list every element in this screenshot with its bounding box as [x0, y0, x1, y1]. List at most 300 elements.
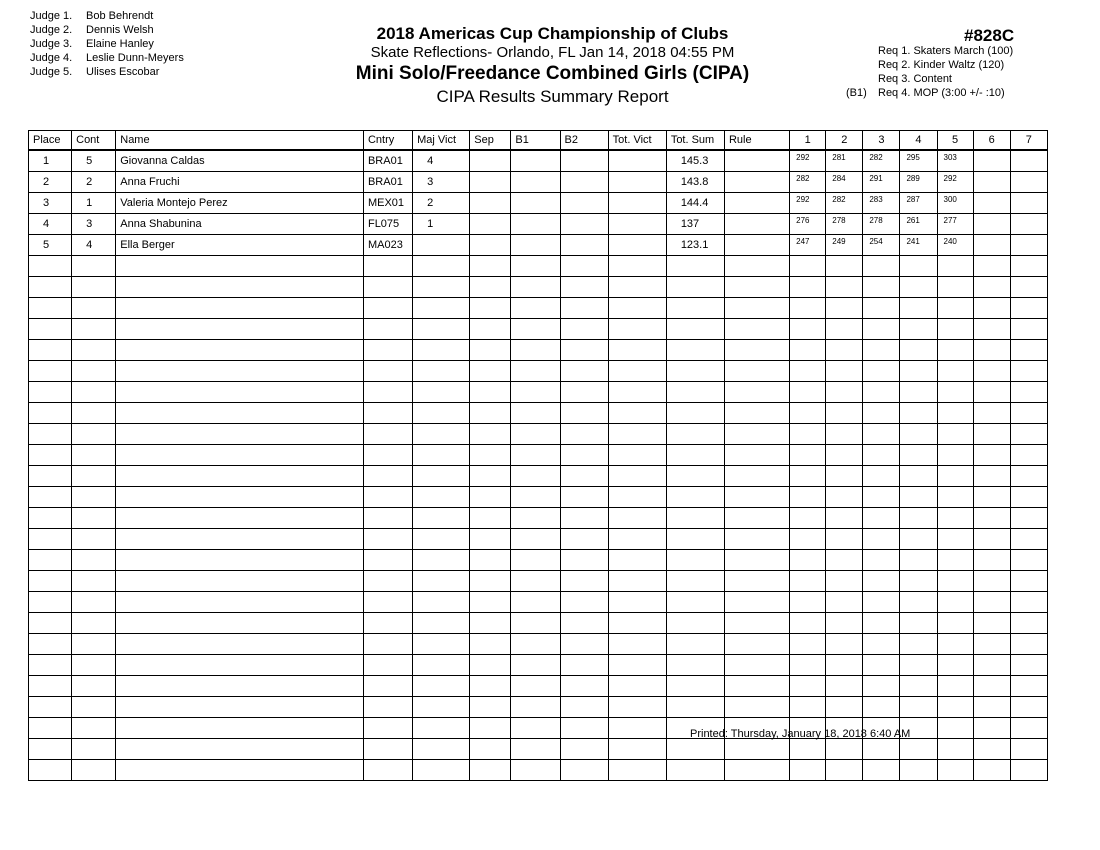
judge-score-cell: [937, 487, 973, 508]
judge-score-cell: [973, 298, 1010, 319]
cont-cell: [72, 382, 116, 403]
judge-entry: [30, 37, 184, 51]
b1-cell: [511, 550, 560, 571]
b1-cell: [511, 319, 560, 340]
place-cell: [29, 508, 72, 529]
table-row: [29, 298, 1048, 319]
report-title: CIPA Results Summary Report: [436, 87, 669, 106]
judge-score-cell: [863, 634, 900, 655]
judge-score-cell: [790, 676, 826, 697]
place-cell: [29, 361, 72, 382]
table-row: [29, 550, 1048, 571]
cont-cell: [72, 760, 116, 781]
tot-vict-cell: [608, 529, 666, 550]
skater-name-cell: [116, 298, 364, 319]
sep-cell: [470, 676, 511, 697]
maj-vict-cell: 3: [413, 172, 470, 193]
tot-sum-cell: [666, 739, 724, 760]
judge-score-cell: [863, 382, 900, 403]
sep-cell: [470, 214, 511, 235]
judge-score-cell: 282: [863, 150, 900, 172]
b1-cell: [511, 361, 560, 382]
b2-cell: [560, 214, 608, 235]
judge-score-cell: [973, 214, 1010, 235]
skater-name-cell: [116, 571, 364, 592]
judge-score-cell: [790, 760, 826, 781]
place-cell: [29, 592, 72, 613]
country-cell: [363, 382, 412, 403]
judge-score-cell: [790, 256, 826, 277]
judge-score-cell: [900, 256, 937, 277]
tot-vict-cell: [608, 277, 666, 298]
table-row: [29, 235, 1048, 256]
tot-sum-cell: [666, 697, 724, 718]
judge-score-cell: [863, 550, 900, 571]
requirements-list: [846, 44, 1013, 100]
tot-vict-cell: [608, 256, 666, 277]
tot-vict-cell: [608, 550, 666, 571]
b2-cell: [560, 277, 608, 298]
maj-vict-cell: [413, 697, 470, 718]
table-row: [29, 403, 1048, 424]
judge-score-cell: [900, 319, 937, 340]
judge-score-cell: [826, 319, 863, 340]
skater-name-cell: [116, 466, 364, 487]
sep-cell: [470, 613, 511, 634]
cont-cell: [72, 487, 116, 508]
judge-score-cell: [973, 361, 1010, 382]
maj-vict-cell: [413, 466, 470, 487]
judge-score-cell: [937, 634, 973, 655]
maj-vict-cell: 4: [413, 150, 470, 172]
judge-score-cell: [973, 697, 1010, 718]
judge-score-cell: 292: [790, 193, 826, 214]
judge-score-cell: [863, 403, 900, 424]
judge-score-cell: 289: [900, 172, 937, 193]
judge-score-cell: [826, 340, 863, 361]
place-cell: 1: [29, 150, 72, 172]
place-cell: [29, 676, 72, 697]
maj-vict-cell: [413, 529, 470, 550]
judge-score-cell: [937, 613, 973, 634]
b1-cell: [511, 529, 560, 550]
judge-score-cell: [863, 571, 900, 592]
judge-entry: [30, 9, 184, 23]
skater-name-cell: [116, 655, 364, 676]
table-row: [29, 150, 1048, 172]
judge-score-cell: [937, 529, 973, 550]
skater-name-cell: [116, 634, 364, 655]
judge-score-cell: [973, 613, 1010, 634]
maj-vict-cell: [413, 739, 470, 760]
judge-score-cell: 292: [790, 150, 826, 172]
b1-cell: [511, 256, 560, 277]
judge-score-cell: [1010, 487, 1047, 508]
b2-cell: [560, 718, 608, 739]
b2-cell: [560, 487, 608, 508]
judge-score-cell: [937, 739, 973, 760]
table-row: [29, 634, 1048, 655]
table-row: [29, 340, 1048, 361]
judge-score-cell: [1010, 277, 1047, 298]
judge-score-cell: [937, 697, 973, 718]
judge-score-cell: [1010, 319, 1047, 340]
tot-vict-cell: [608, 150, 666, 172]
rule-cell: [724, 172, 789, 193]
sep-cell: [470, 487, 511, 508]
skater-name-cell: [116, 676, 364, 697]
b1-cell: [511, 298, 560, 319]
tot-sum-cell: 145.3: [666, 150, 724, 172]
judge-score-cell: [937, 340, 973, 361]
judge-score-cell: [973, 193, 1010, 214]
judge-score-cell: [973, 529, 1010, 550]
maj-vict-cell: [413, 382, 470, 403]
judge-score-cell: [863, 655, 900, 676]
column-header: 3: [863, 131, 900, 151]
b1-cell: [511, 150, 560, 172]
table-row: [29, 697, 1048, 718]
judge-score-cell: 261: [900, 214, 937, 235]
country-cell: [363, 529, 412, 550]
column-header: 1: [790, 131, 826, 151]
maj-vict-cell: [413, 445, 470, 466]
place-cell: [29, 277, 72, 298]
table-row: [29, 424, 1048, 445]
judge-score-cell: [900, 529, 937, 550]
cont-cell: [72, 592, 116, 613]
cont-cell: [72, 739, 116, 760]
tot-vict-cell: [608, 319, 666, 340]
tot-vict-cell: [608, 466, 666, 487]
cont-cell: [72, 277, 116, 298]
table-row: [29, 613, 1048, 634]
judge-score-cell: [900, 298, 937, 319]
b2-cell: [560, 592, 608, 613]
maj-vict-cell: [413, 319, 470, 340]
column-header: 2: [826, 131, 863, 151]
b1-cell: [511, 445, 560, 466]
skater-name-cell: [116, 382, 364, 403]
table-row: [29, 361, 1048, 382]
judge-score-cell: [937, 592, 973, 613]
judge-score-cell: [1010, 256, 1047, 277]
judge-score-cell: [937, 760, 973, 781]
skater-name-cell: [116, 424, 364, 445]
tot-sum-cell: [666, 760, 724, 781]
b1-cell: [511, 739, 560, 760]
judge-score-cell: [826, 697, 863, 718]
b1-cell: [511, 718, 560, 739]
sep-cell: [470, 739, 511, 760]
place-cell: [29, 697, 72, 718]
judge-score-cell: [863, 256, 900, 277]
maj-vict-cell: [413, 256, 470, 277]
table-row: [29, 382, 1048, 403]
tot-sum-cell: [666, 340, 724, 361]
tot-sum-cell: [666, 319, 724, 340]
judge-score-cell: [1010, 718, 1047, 739]
tot-sum-cell: [666, 487, 724, 508]
maj-vict-cell: [413, 592, 470, 613]
judge-score-cell: [1010, 193, 1047, 214]
tot-sum-cell: [666, 571, 724, 592]
rule-cell: [724, 277, 789, 298]
requirement-entry: [846, 72, 1013, 86]
tot-sum-cell: [666, 676, 724, 697]
judge-score-cell: [826, 739, 863, 760]
judge-score-cell: [900, 361, 937, 382]
b2-cell: [560, 403, 608, 424]
judge-score-cell: [1010, 739, 1047, 760]
judge-score-cell: [1010, 697, 1047, 718]
judge-score-cell: [863, 361, 900, 382]
maj-vict-cell: [413, 571, 470, 592]
judge-score-cell: [790, 550, 826, 571]
sep-cell: [470, 193, 511, 214]
judge-score-cell: [900, 277, 937, 298]
judge-score-cell: [826, 403, 863, 424]
tot-sum-cell: [666, 613, 724, 634]
table-row: [29, 592, 1048, 613]
tot-vict-cell: [608, 697, 666, 718]
judge-score-cell: [900, 466, 937, 487]
judge-score-cell: [973, 150, 1010, 172]
rule-cell: [724, 676, 789, 697]
tot-sum-cell: [666, 298, 724, 319]
b1-cell: [511, 634, 560, 655]
tot-sum-cell: [666, 550, 724, 571]
tot-vict-cell: [608, 403, 666, 424]
tot-sum-cell: [666, 382, 724, 403]
judge-score-cell: [973, 739, 1010, 760]
event-number: #828C: [964, 26, 1015, 45]
judge-score-cell: [826, 655, 863, 676]
judge-score-cell: [863, 487, 900, 508]
judges-list: [30, 9, 184, 79]
country-cell: [363, 487, 412, 508]
venue-date: Skate Reflections- Orlando, FL Jan 14, 2018 04:55 PM: [370, 44, 735, 61]
report-header: [300, 24, 805, 108]
judge-score-cell: [900, 382, 937, 403]
cont-cell: [72, 634, 116, 655]
judge-score-cell: [826, 592, 863, 613]
b2-cell: [560, 193, 608, 214]
rule-cell: [724, 739, 789, 760]
maj-vict-cell: [413, 760, 470, 781]
judge-score-cell: [1010, 382, 1047, 403]
table-row: [29, 739, 1048, 760]
judge-name: Leslie Dunn-Meyers: [86, 52, 184, 64]
country-cell: [363, 424, 412, 445]
judge-score-cell: [790, 382, 826, 403]
country-cell: [363, 298, 412, 319]
tot-sum-cell: [666, 424, 724, 445]
b1-cell: [511, 382, 560, 403]
place-cell: 5: [29, 235, 72, 256]
rule-cell: [724, 382, 789, 403]
requirement-entry: [846, 86, 1013, 100]
judge-score-cell: [937, 298, 973, 319]
judge-score-cell: 281: [826, 150, 863, 172]
judge-score-cell: [973, 592, 1010, 613]
maj-vict-cell: [413, 487, 470, 508]
tot-vict-cell: [608, 361, 666, 382]
place-cell: [29, 529, 72, 550]
requirement-text: Req 2. Kinder Waltz (120): [878, 59, 1005, 71]
judge-score-cell: [937, 550, 973, 571]
place-cell: [29, 739, 72, 760]
table-row: [29, 655, 1048, 676]
judge-score-cell: [900, 739, 937, 760]
judge-score-cell: [973, 571, 1010, 592]
rule-cell: [724, 592, 789, 613]
b2-cell: [560, 613, 608, 634]
judge-score-cell: [1010, 340, 1047, 361]
judge-score-cell: [863, 298, 900, 319]
country-cell: [363, 508, 412, 529]
maj-vict-cell: [413, 613, 470, 634]
place-cell: [29, 718, 72, 739]
judge-score-cell: [826, 571, 863, 592]
rule-cell: [724, 340, 789, 361]
b2-cell: [560, 150, 608, 172]
judge-score-cell: [826, 676, 863, 697]
b2-cell: [560, 466, 608, 487]
sep-cell: [470, 298, 511, 319]
table-row: [29, 319, 1048, 340]
sep-cell: [470, 571, 511, 592]
sep-cell: [470, 529, 511, 550]
judge-score-cell: [863, 592, 900, 613]
skater-name-cell: [116, 403, 364, 424]
tot-sum-cell: 137: [666, 214, 724, 235]
skater-name-cell: [116, 529, 364, 550]
place-cell: 3: [29, 193, 72, 214]
maj-vict-cell: [413, 298, 470, 319]
judge-score-cell: [863, 424, 900, 445]
cont-cell: [72, 319, 116, 340]
country-cell: [363, 613, 412, 634]
tot-vict-cell: [608, 214, 666, 235]
skater-name-cell: Valeria Montejo Perez: [116, 193, 364, 214]
sep-cell: [470, 466, 511, 487]
tot-vict-cell: [608, 487, 666, 508]
sep-cell: [470, 592, 511, 613]
judge-score-cell: [1010, 676, 1047, 697]
column-header: B2: [560, 131, 608, 151]
sep-cell: [470, 697, 511, 718]
judge-score-cell: [790, 361, 826, 382]
tot-sum-cell: [666, 529, 724, 550]
b2-cell: [560, 571, 608, 592]
printed-timestamp: Printed: Thursday, January 18, 2018 6:40 AM: [690, 728, 911, 740]
cont-cell: [72, 676, 116, 697]
maj-vict-cell: 2: [413, 193, 470, 214]
table-row: [29, 760, 1048, 781]
tot-vict-cell: [608, 592, 666, 613]
country-cell: [363, 403, 412, 424]
skater-name-cell: [116, 718, 364, 739]
skater-name-cell: [116, 550, 364, 571]
maj-vict-cell: [413, 424, 470, 445]
table-header-row: [29, 131, 1048, 151]
rule-cell: [724, 298, 789, 319]
judge-entry: [30, 65, 184, 79]
skater-name-cell: Anna Fruchi: [116, 172, 364, 193]
judge-score-cell: [973, 655, 1010, 676]
rule-cell: [724, 193, 789, 214]
b1-cell: [511, 613, 560, 634]
country-cell: FL075: [363, 214, 412, 235]
judge-score-cell: [826, 382, 863, 403]
judge-score-cell: 284: [826, 172, 863, 193]
b1-cell: [511, 340, 560, 361]
judge-score-cell: [1010, 592, 1047, 613]
skater-name-cell: [116, 319, 364, 340]
sep-cell: [470, 256, 511, 277]
country-cell: [363, 697, 412, 718]
judge-name: Ulises Escobar: [86, 66, 160, 78]
judge-entry: [30, 23, 184, 37]
judge-score-cell: [1010, 550, 1047, 571]
place-cell: [29, 550, 72, 571]
cont-cell: [72, 403, 116, 424]
judge-score-cell: [1010, 361, 1047, 382]
judge-score-cell: 282: [826, 193, 863, 214]
column-header: Maj Vict: [413, 131, 470, 151]
b2-cell: [560, 424, 608, 445]
tot-vict-cell: [608, 340, 666, 361]
country-cell: [363, 319, 412, 340]
table-row: [29, 508, 1048, 529]
judge-label: Judge 5.: [30, 66, 73, 78]
judge-label: Judge 3.: [30, 38, 73, 50]
column-header: 7: [1010, 131, 1047, 151]
judge-score-cell: [900, 340, 937, 361]
table-row: [29, 466, 1048, 487]
judge-score-cell: [826, 529, 863, 550]
country-cell: [363, 739, 412, 760]
b2-cell: [560, 298, 608, 319]
competition-title: 2018 Americas Cup Championship of Clubs: [376, 24, 729, 43]
country-cell: [363, 592, 412, 613]
judge-score-cell: [937, 256, 973, 277]
cont-cell: [72, 340, 116, 361]
cont-cell: [72, 361, 116, 382]
tot-vict-cell: [608, 613, 666, 634]
sep-cell: [470, 340, 511, 361]
b1-cell: [511, 655, 560, 676]
place-cell: [29, 466, 72, 487]
judge-score-cell: [790, 298, 826, 319]
judge-name: Dennis Welsh: [86, 24, 154, 36]
judge-score-cell: [826, 613, 863, 634]
judge-score-cell: [937, 424, 973, 445]
maj-vict-cell: [413, 340, 470, 361]
country-cell: [363, 571, 412, 592]
skater-name-cell: [116, 277, 364, 298]
sep-cell: [470, 277, 511, 298]
judge-score-cell: [826, 508, 863, 529]
skater-name-cell: Ella Berger: [116, 235, 364, 256]
judge-score-cell: [900, 445, 937, 466]
judge-score-cell: [973, 256, 1010, 277]
sep-cell: [470, 403, 511, 424]
judge-score-cell: [1010, 445, 1047, 466]
judge-score-cell: [790, 697, 826, 718]
table-row: [29, 445, 1048, 466]
